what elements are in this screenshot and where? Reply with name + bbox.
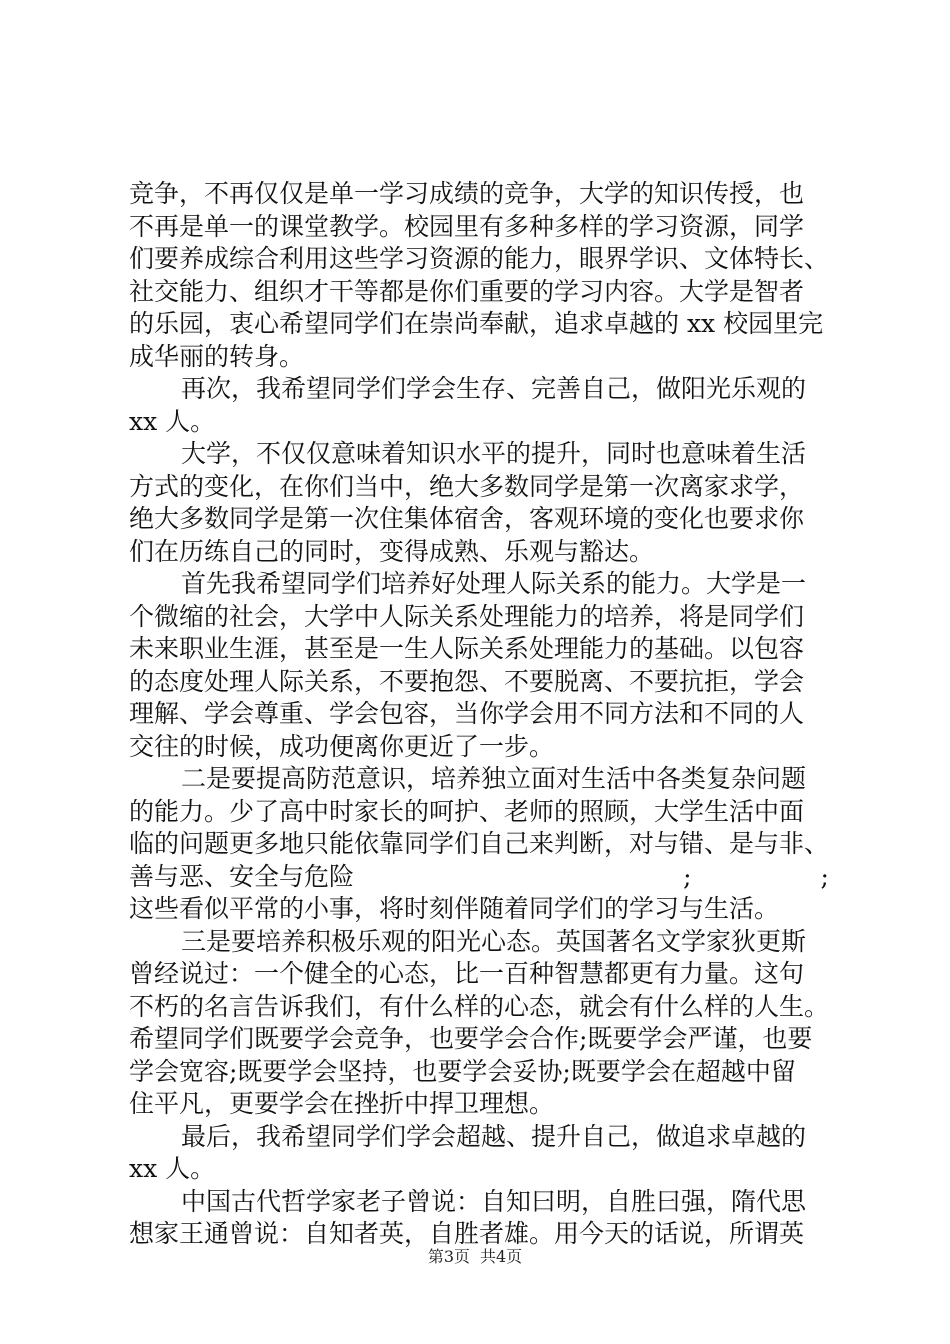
line-text: 首先我希望同学们培养好处理人际关系的能力。大学是一 <box>181 569 807 598</box>
line-text: 未来职业生涯，甚至是一生人际关系处理能力的基础。以包容 <box>129 634 805 663</box>
text-line <box>129 1023 829 1056</box>
line-text: 三是要培养积极乐观的阳光心态。英国著名文学家狄更斯 <box>181 926 807 956</box>
text-line <box>129 633 829 666</box>
text-line <box>129 406 829 439</box>
line-text: 方式的变化，在你们当中，绝大多数同学是第一次离家求学， <box>129 471 805 501</box>
line-text: 竞争，不再仅仅是单一学习成绩的竞争，大学的知识传授，也 <box>129 179 805 208</box>
line-text: 临的问题更多地只能依靠同学们自己来判断，对与错、是与非、 <box>129 829 830 858</box>
text-line <box>129 1088 829 1121</box>
text-line <box>129 698 829 731</box>
text-line <box>129 503 829 536</box>
line-text: 曾经说过：一个健全的心态，比一百种智慧都更有力量。这句 <box>129 959 805 988</box>
line-text: 这些看似平常的小事，将时刻伴随着同学们的学习与生活。 <box>129 894 780 923</box>
text-line <box>129 341 829 374</box>
text-line <box>129 1121 829 1154</box>
line-text: 交往的时候，成功便离你更近了一步。 <box>129 731 555 761</box>
text-line <box>129 601 829 634</box>
text-line <box>129 568 829 601</box>
line-text: 再次，我希望同学们学会生存、完善自己，做阳光乐观的 <box>181 374 807 403</box>
text-line <box>129 991 829 1024</box>
text-line <box>129 536 829 569</box>
line-text: xx 人。 <box>129 406 216 436</box>
text-line <box>129 243 829 276</box>
text-line <box>129 893 829 926</box>
text-line <box>129 731 829 764</box>
text-line <box>129 1153 829 1186</box>
line-text: 的态度处理人际关系，不要抱怨、不要脱离、不要抗拒，学会 <box>129 666 805 696</box>
line-text: 大学，不仅仅意味着知识水平的提升，同时也意味着生活 <box>181 439 807 468</box>
line-text: xx 人。 <box>129 1154 216 1183</box>
text-line <box>129 211 829 244</box>
text-line <box>129 958 829 991</box>
line-text: 绝大多数同学是第一次住集体宿舍，客观环境的变化也要求你 <box>129 504 805 533</box>
line-text: 成华丽的转身。 <box>129 341 305 371</box>
semicolon-mark: ; <box>683 861 692 891</box>
page-total: 共4页 <box>480 1247 523 1266</box>
text-line <box>129 796 829 829</box>
text-line <box>129 178 829 211</box>
line-text: 学会宽容;既要学会坚持，也要学会妥协;既要学会在超越中留 <box>129 1056 796 1086</box>
text-line <box>129 666 829 699</box>
text-line <box>129 828 829 861</box>
text-line <box>129 276 829 309</box>
text-line <box>129 373 829 406</box>
line-text: 们要养成综合利用这些学习资源的能力，眼界学识、文体特长、 <box>129 244 830 273</box>
line-text: 善与恶、安全与危险 <box>129 861 355 891</box>
text-line <box>129 1056 829 1089</box>
line-text: 们在历练自己的同时，变得成熟、乐观与豁达。 <box>129 536 655 566</box>
page-footer <box>0 1244 950 1267</box>
text-line <box>129 861 829 894</box>
text-line <box>129 308 829 341</box>
body-text <box>129 178 829 1251</box>
line-text: 中国古代哲学家老子曾说：自知曰明，自胜曰强，隋代思 <box>181 1186 807 1216</box>
text-line <box>129 471 829 504</box>
line-text: 最后，我希望同学们学会超越、提升自己，做追求卓越的 <box>181 1121 807 1151</box>
line-text: 想家王通曾说：自知者英，自胜者雄。用今天的话说，所谓英 <box>129 1219 805 1248</box>
line-text: 二是要提高防范意识，培养独立面对生活中各类复杂问题 <box>181 764 807 793</box>
line-text: 住平凡，更要学会在挫折中捍卫理想。 <box>129 1089 555 1118</box>
text-line <box>129 438 829 471</box>
text-line <box>129 926 829 959</box>
text-line <box>129 1186 829 1219</box>
text-line <box>129 763 829 796</box>
line-text: 不朽的名言告诉我们，有什么样的心态，就会有什么样的人生。 <box>129 991 830 1021</box>
page-number: 第3页 <box>427 1247 470 1266</box>
line-text: 个微缩的社会，大学中人际关系处理能力的培养，将是同学们 <box>129 601 805 631</box>
line-text: 的能力。少了高中时家长的呵护、老师的照顾，大学生活中面 <box>129 796 805 826</box>
line-text: 的乐园，衷心希望同学们在崇尚奉献，追求卓越的 xx 校园里完 <box>129 309 824 338</box>
line-text: 不再是单一的课堂教学。校园里有多种多样的学习资源，同学 <box>129 211 805 241</box>
line-text: 理解、学会尊重、学会包容，当你学会用不同方法和不同的人 <box>129 699 805 728</box>
line-text: 社交能力、组织才干等都是你们重要的学习内容。大学是智者 <box>129 276 805 306</box>
line-text: 希望同学们既要学会竞争，也要学会合作;既要学会严谨，也要 <box>129 1024 813 1053</box>
semicolon-mark: ; <box>820 861 829 891</box>
